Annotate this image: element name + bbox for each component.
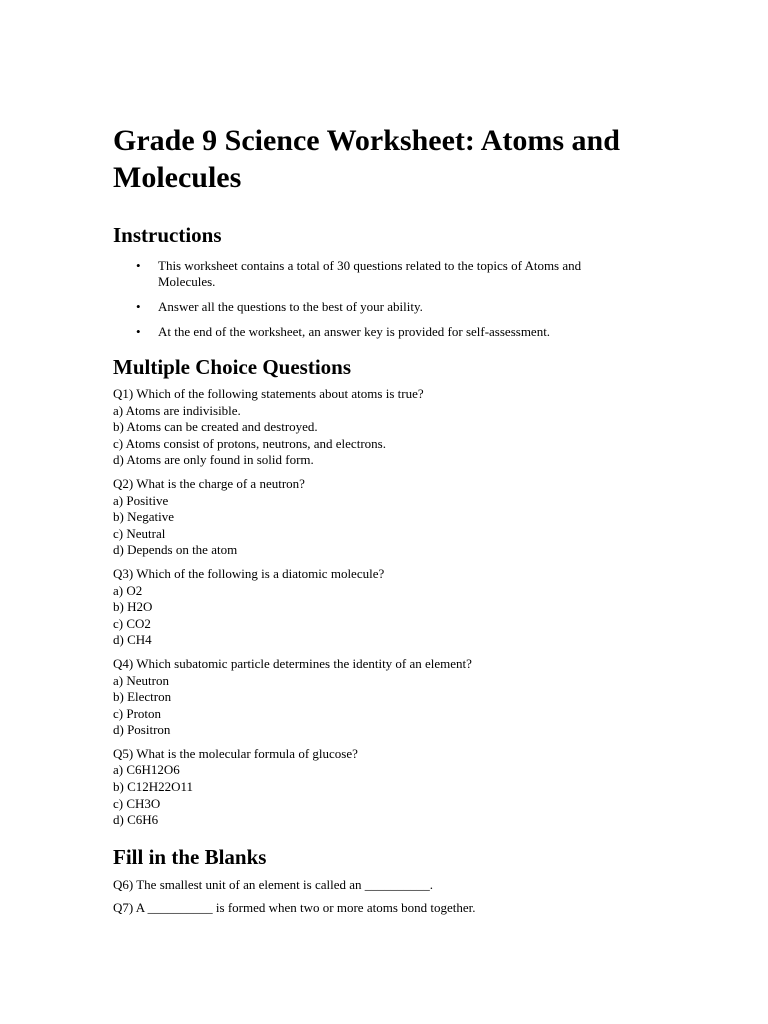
answer-option: d) Atoms are only found in solid form. bbox=[113, 452, 314, 468]
question-block bbox=[113, 566, 653, 649]
instruction-item bbox=[113, 324, 628, 340]
answer-option: c) CH3O bbox=[113, 795, 161, 811]
question-block bbox=[113, 476, 653, 559]
question-text: Q1) Which of the following statements about atoms is true? bbox=[113, 386, 424, 401]
bullet-icon: • bbox=[136, 258, 141, 273]
worksheet-page bbox=[113, 122, 653, 924]
answer-option: a) Atoms are indivisible. bbox=[113, 402, 241, 418]
answer-option: d) C6H6 bbox=[113, 812, 159, 828]
question-block bbox=[113, 386, 653, 469]
answer-option: d) Depends on the atom bbox=[113, 542, 238, 558]
answer-option: a) C6H12O6 bbox=[113, 762, 180, 778]
answer-option: b) Electron bbox=[113, 689, 172, 705]
answer-option: c) CO2 bbox=[113, 615, 151, 631]
answer-option: a) Positive bbox=[113, 492, 169, 508]
fill-blanks-heading: Fill in the Blanks bbox=[113, 844, 267, 869]
answer-option: a) Neutron bbox=[113, 672, 169, 688]
question-block bbox=[113, 656, 653, 739]
answer-option: c) Neutral bbox=[113, 525, 166, 541]
question-text: Q6) The smallest unit of an element is called an __________. bbox=[113, 876, 433, 892]
instruction-item bbox=[113, 299, 628, 315]
question-block bbox=[113, 900, 653, 917]
question-text: Q3) Which of the following is a diatomic molecule? bbox=[113, 565, 385, 581]
instructions-heading: Instructions bbox=[113, 223, 222, 247]
question-text: Q2) What is the charge of a neutron? bbox=[113, 475, 305, 491]
question-block bbox=[113, 877, 653, 894]
answer-option: b) Negative bbox=[113, 509, 175, 525]
mcq-section bbox=[113, 386, 653, 829]
question-text: Q5) What is the molecular formula of glucose? bbox=[113, 745, 358, 761]
answer-option: a) O2 bbox=[113, 582, 143, 598]
question-text: Q7) A __________ is formed when two or more atoms bond together. bbox=[113, 900, 476, 916]
instructions-list bbox=[113, 258, 653, 340]
answer-option: c) Atoms consist of protons, neutrons, and electrons. bbox=[113, 435, 386, 451]
answer-option: d) Positron bbox=[113, 722, 171, 738]
answer-option: d) CH4 bbox=[113, 632, 152, 648]
answer-option: c) Proton bbox=[113, 705, 162, 721]
bullet-icon: • bbox=[136, 324, 141, 339]
mcq-heading: Multiple Choice Questions bbox=[113, 355, 352, 379]
instruction-item bbox=[113, 258, 628, 290]
answer-option: b) H2O bbox=[113, 599, 153, 615]
instruction-text: At the end of the worksheet, an answer key is provided for self-assessment. bbox=[158, 324, 551, 339]
fill-blanks-section bbox=[113, 877, 653, 917]
instruction-text: Answer all the questions to the best of your ability. bbox=[158, 299, 423, 314]
question-text: Q4) Which subatomic particle determines the identity of an element? bbox=[113, 655, 472, 671]
bullet-icon: • bbox=[136, 299, 141, 314]
instruction-text: This worksheet contains a total of 30 questions related to the topics of Atoms and Molecules. bbox=[158, 258, 582, 289]
page-title: Grade 9 Science Worksheet: Atoms and Molecules bbox=[113, 124, 620, 194]
answer-option: b) Atoms can be created and destroyed. bbox=[113, 419, 318, 435]
answer-option: b) C12H22O11 bbox=[113, 779, 194, 795]
question-block bbox=[113, 746, 653, 829]
